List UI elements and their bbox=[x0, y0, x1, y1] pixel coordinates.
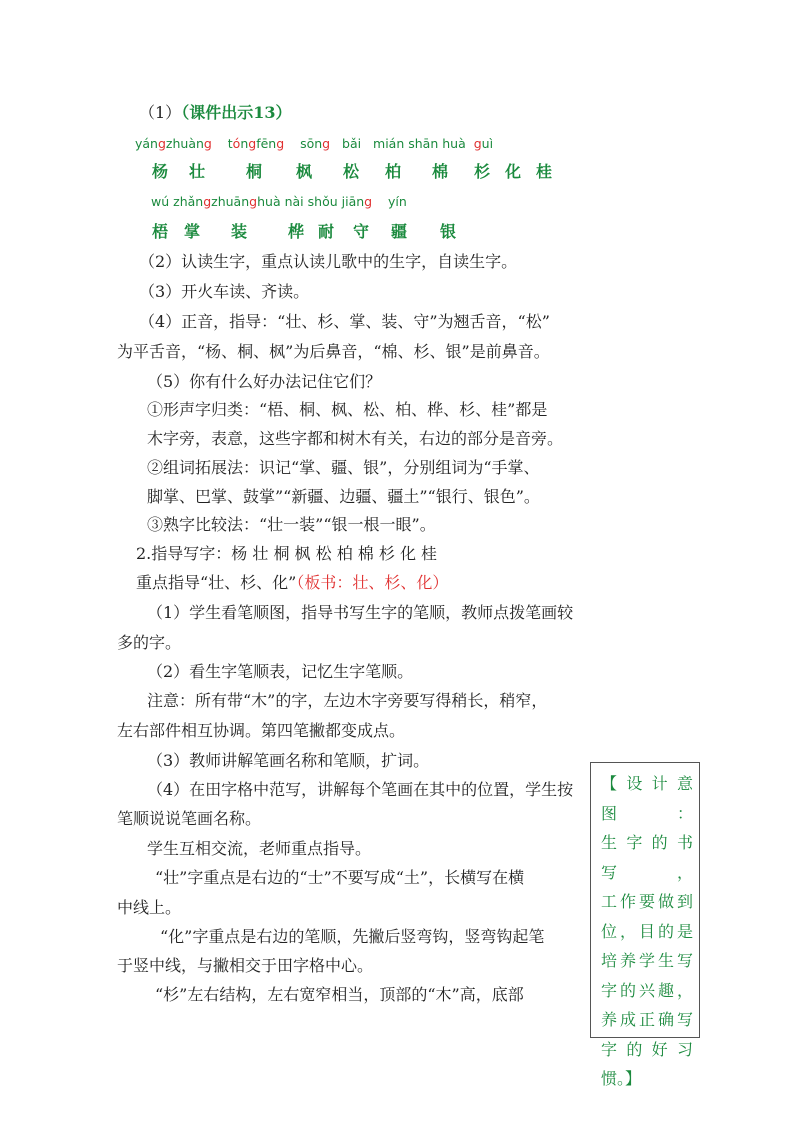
method-1-line1: ①形声字归类：“梧、桐、枫、松、柏、桦、杉、桂”都是 bbox=[147, 400, 548, 419]
method-1-line2: 木字旁，表意，这些字都和树木有关，右边的部分是音旁。 bbox=[147, 429, 564, 448]
write-4-line2: 笔顺说说笔画名称。 bbox=[117, 809, 262, 828]
sidebox-line: 【设计意图： bbox=[601, 774, 693, 823]
char-wu: 梧 bbox=[152, 222, 169, 241]
step-2: （2）认读生字，重点认读儿歌中的生字，自读生字。 bbox=[139, 252, 518, 271]
sec1-title: （课件出示13） bbox=[181, 103, 292, 122]
char-nai: 耐 bbox=[318, 222, 335, 241]
char-song: 松 bbox=[343, 162, 360, 181]
write-1-line1: （1）学生看笔顺图，指导书写生字的笔顺，教师点拨笔画较 bbox=[147, 603, 574, 622]
char-shou: 守 bbox=[353, 222, 370, 241]
step-4-line2: 为平舌音，“杨、桐、枫”为后鼻音，“棉、杉、银”是前鼻音。 bbox=[117, 342, 550, 361]
section-2-title: 2.指导写字：杨 壮 桐 枫 松 柏 棉 杉 化 桂 bbox=[136, 544, 438, 563]
char-jiang: 疆 bbox=[391, 222, 408, 241]
hua-line1: “化”字重点是右边的笔顺，先撇后竖弯钩，竖弯钩起笔 bbox=[160, 927, 545, 946]
sidebox-line: 养成正确写 bbox=[601, 1010, 693, 1029]
write-3: （3）教师讲解笔画名称和笔顺，扩词。 bbox=[147, 751, 430, 770]
char-yang: 杨 bbox=[152, 162, 169, 181]
sidebox-line: 惯。】 bbox=[601, 1069, 642, 1088]
sidebox-line: 培养学生写 bbox=[601, 951, 693, 970]
char-tong: 桐 bbox=[246, 162, 263, 181]
shan-line1: “杉”左右结构，左右宽窄相当，顶部的“木”高，底部 bbox=[155, 985, 524, 1004]
hua-line2: 于竖中线，与撇相交于田字格中心。 bbox=[117, 956, 374, 975]
char-zhuang: 壮 bbox=[189, 162, 206, 181]
design-intent-box bbox=[590, 762, 700, 1088]
write-5: 学生互相交流，老师重点指导。 bbox=[147, 839, 372, 858]
write-1-line2: 多的字。 bbox=[117, 633, 182, 652]
sec1-line bbox=[139, 102, 291, 124]
char-bai: 柏 bbox=[385, 162, 402, 181]
zhuang-line1: “壮”字重点是右边的“士”不要写成“土”，长横写在横 bbox=[155, 868, 525, 887]
write-4-line1: （4）在田字格中范写，讲解每个笔画在其中的位置，学生按 bbox=[147, 780, 574, 799]
zhuang-line2: 中线上。 bbox=[117, 898, 182, 917]
step-4-line1: （4）正音，指导：“壮、杉、掌、装、守”为翘舌音，“松” bbox=[139, 312, 550, 331]
step-5: （5）你有什么好办法记住它们？ bbox=[147, 372, 382, 391]
sidebox-line: 位，目的是 bbox=[601, 921, 693, 941]
sidebox-line: 字 的 好 习 bbox=[601, 1039, 693, 1059]
char-yin: 银 bbox=[440, 222, 457, 241]
char-hua2: 桦 bbox=[288, 222, 305, 241]
method-3: ③熟字比较法：“壮一装”“银一根一眼”。 bbox=[147, 515, 436, 534]
char-zhuang2: 装 bbox=[231, 222, 248, 241]
note-line2: 左右部件相互协调。第四笔撇都变成点。 bbox=[117, 721, 406, 740]
char-shan: 杉 bbox=[474, 162, 491, 181]
char-hua: 化 bbox=[505, 162, 522, 181]
char-feng: 枫 bbox=[296, 162, 313, 181]
sidebox-line: 字的兴趣， bbox=[601, 980, 693, 1000]
sec1-number: （1） bbox=[139, 103, 182, 122]
char-mian: 棉 bbox=[432, 162, 449, 181]
sidebox-line: 工作要做到 bbox=[601, 892, 693, 911]
method-2-line2: 脚掌、巴掌、鼓掌”“新疆、边疆、疆土”“银行、银色”。 bbox=[147, 487, 540, 506]
pinyin-row-2: wú zhǎngzhuānghuà nài shǒu jiāng yín bbox=[151, 194, 407, 209]
section-2-focus bbox=[136, 572, 448, 594]
focus-text: 重点指导“壮、杉、化” bbox=[136, 573, 297, 592]
note-line1: 注意：所有带“木”的字，左边木字旁要写得稍长，稍窄， bbox=[147, 691, 548, 710]
write-2: （2）看生字笔顺表，记忆生字笔顺。 bbox=[147, 662, 414, 681]
sidebox-line: 生字的书写， bbox=[601, 833, 693, 882]
step-3: （3）开火车读、齐读。 bbox=[139, 282, 310, 301]
char-gui: 桂 bbox=[536, 162, 553, 181]
board-note: （板书：壮、杉、化） bbox=[296, 573, 449, 592]
char-zhang: 掌 bbox=[184, 222, 201, 241]
pinyin-row-1: yángzhuàng tóngfēng sōng bǎi mián shān huà guì bbox=[135, 136, 494, 151]
method-2-line1: ②组词拓展法：识记“掌、疆、银”，分别组词为“手掌、 bbox=[147, 458, 540, 477]
